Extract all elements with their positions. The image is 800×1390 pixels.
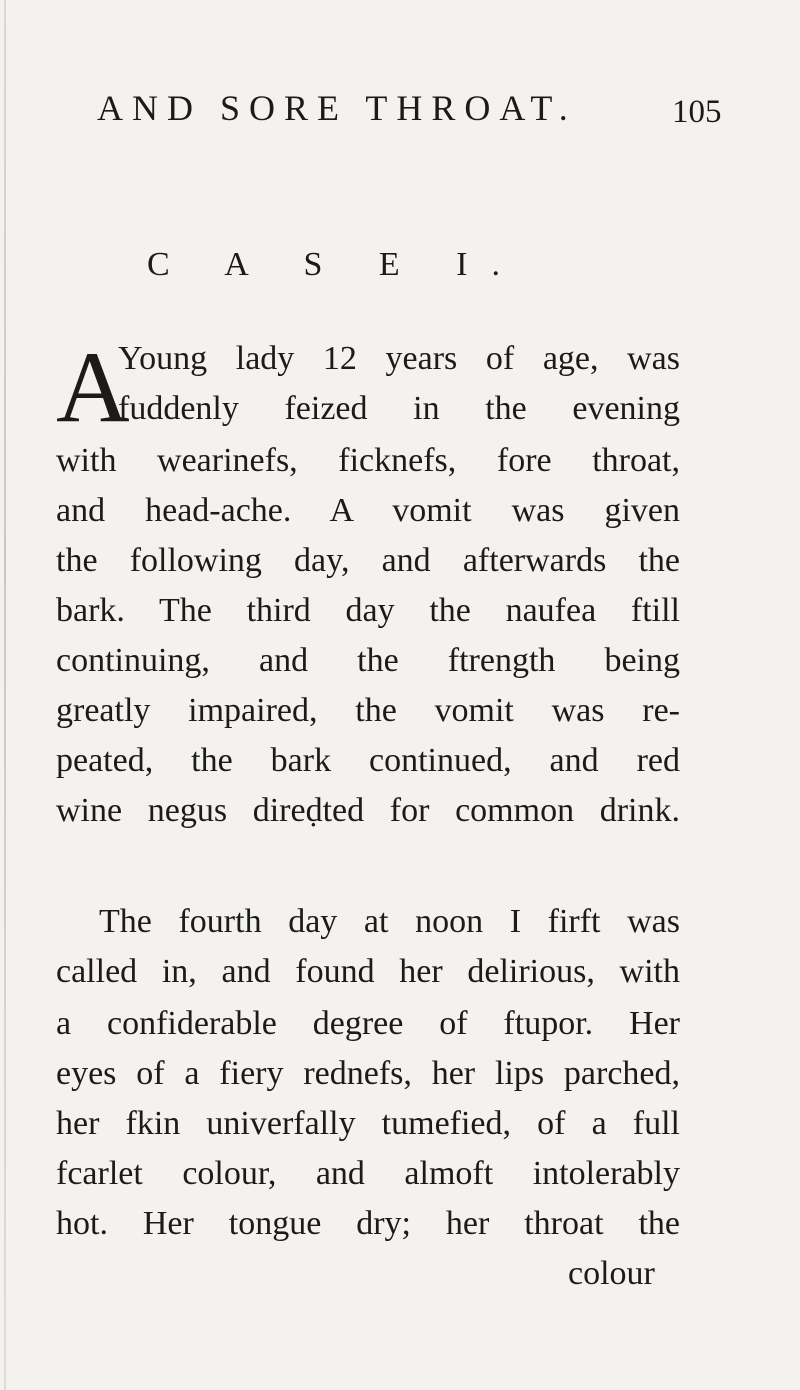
catchword: colour <box>568 1255 655 1292</box>
page-number: 105 <box>672 94 722 130</box>
paragraph2-line-6: fcarlet colour, and almoft intolerably <box>56 1155 680 1192</box>
paragraph1-line-10: wine negus direḍted for common drink. <box>56 792 680 829</box>
case-heading: C A S E I. <box>147 246 524 283</box>
paragraph2-line-4: eyes of a fiery rednefs, her lips parched, <box>56 1055 680 1092</box>
paragraph1-line-9: peated, the bark continued, and red <box>56 742 680 779</box>
paragraph2-line-1: The fourth day at noon I firft was <box>99 903 680 940</box>
paragraph1-line-8: greatly impaired, the vomit was re- <box>56 692 680 729</box>
paragraph1-line-3: with wearinefs, ficknefs, fore throat, <box>56 442 680 479</box>
running-title: AND SORE THROAT. <box>97 88 577 128</box>
paragraph1-line-6: bark. The third day the naufea ftill <box>56 592 680 629</box>
paragraph1-line-7: continuing, and the ftrength being <box>56 642 680 679</box>
paragraph2-line-3: a confiderable degree of ftupor. Her <box>56 1005 680 1042</box>
paragraph1-line-2: fuddenly feized in the evening <box>118 390 680 427</box>
paragraph1-line-1: Young lady 12 years of age, was <box>118 340 680 377</box>
page-gutter-edge <box>4 0 6 1390</box>
drop-cap: A <box>56 331 130 444</box>
paragraph2-line-5: her fkin univerfally tumefied, of a full <box>56 1105 680 1142</box>
paragraph2-line-7: hot. Her tongue dry; her throat the <box>56 1205 680 1242</box>
paragraph1-line-4: and head-ache. A vomit was given <box>56 492 680 529</box>
paragraph1-line-5: the following day, and afterwards the <box>56 542 680 579</box>
paragraph2-line-2: called in, and found her delirious, with <box>56 953 680 990</box>
